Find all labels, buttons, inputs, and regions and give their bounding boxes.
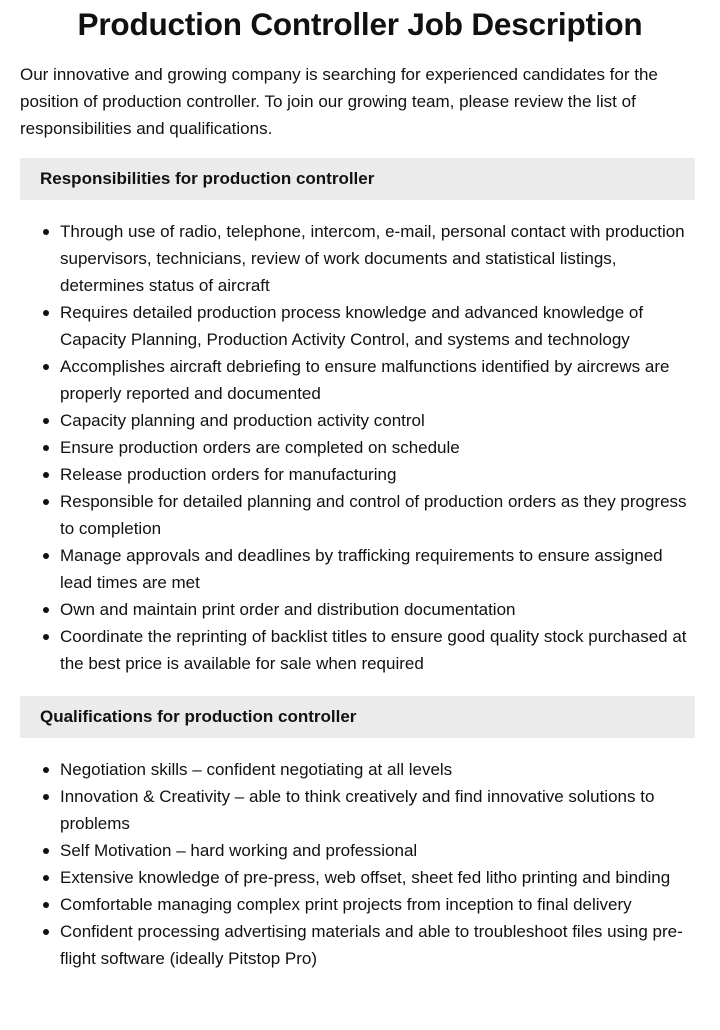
- list-item: Innovation & Creativity – able to think creatively and find innovative solutions to problems: [60, 783, 695, 837]
- page-title: Production Controller Job Description: [77, 6, 643, 42]
- list-item: Manage approvals and deadlines by trafficking requirements to ensure assigned lead times are met: [60, 542, 695, 596]
- list-item: Capacity planning and production activity control: [60, 407, 695, 434]
- list-item: Responsible for detailed planning and control of production orders as they progress to completion: [60, 488, 695, 542]
- intro-paragraph: Our innovative and growing company is searching for experienced candidates for the position of production controller. To join our growing team, please review the list of responsibilities and qualifications.: [20, 65, 658, 138]
- responsibilities-heading: Responsibilities for production controller: [20, 158, 695, 200]
- list-item: Through use of radio, telephone, intercom, e-mail, personal contact with production supervisors, technicians, review of work documents and statistical listings, determines status of aircraft: [60, 218, 695, 299]
- list-item: Negotiation skills – confident negotiating at all levels: [60, 756, 695, 783]
- list-item: Accomplishes aircraft debriefing to ensure malfunctions identified by aircrews are properly reported and documented: [60, 353, 695, 407]
- list-item: Extensive knowledge of pre-press, web offset, sheet fed litho printing and binding: [60, 864, 695, 891]
- list-item: Release production orders for manufacturing: [60, 461, 695, 488]
- list-item: Comfortable managing complex print projects from inception to final delivery: [60, 891, 695, 918]
- list-item: Requires detailed production process knowledge and advanced knowledge of Capacity Planning, Production Activity Control, and systems and technology: [60, 299, 695, 353]
- list-item: Self Motivation – hard working and professional: [60, 837, 695, 864]
- list-item: Ensure production orders are completed on schedule: [60, 434, 695, 461]
- responsibilities-list: [20, 218, 695, 677]
- list-item: Confident processing advertising materials and able to troubleshoot files using pre-flight software (ideally Pitstop Pro): [60, 918, 695, 972]
- qualifications-list: [20, 756, 695, 972]
- list-item: Own and maintain print order and distribution documentation: [60, 596, 695, 623]
- qualifications-heading: Qualifications for production controller: [20, 696, 695, 738]
- list-item: Coordinate the reprinting of backlist titles to ensure good quality stock purchased at the best price is available for sale when required: [60, 623, 695, 677]
